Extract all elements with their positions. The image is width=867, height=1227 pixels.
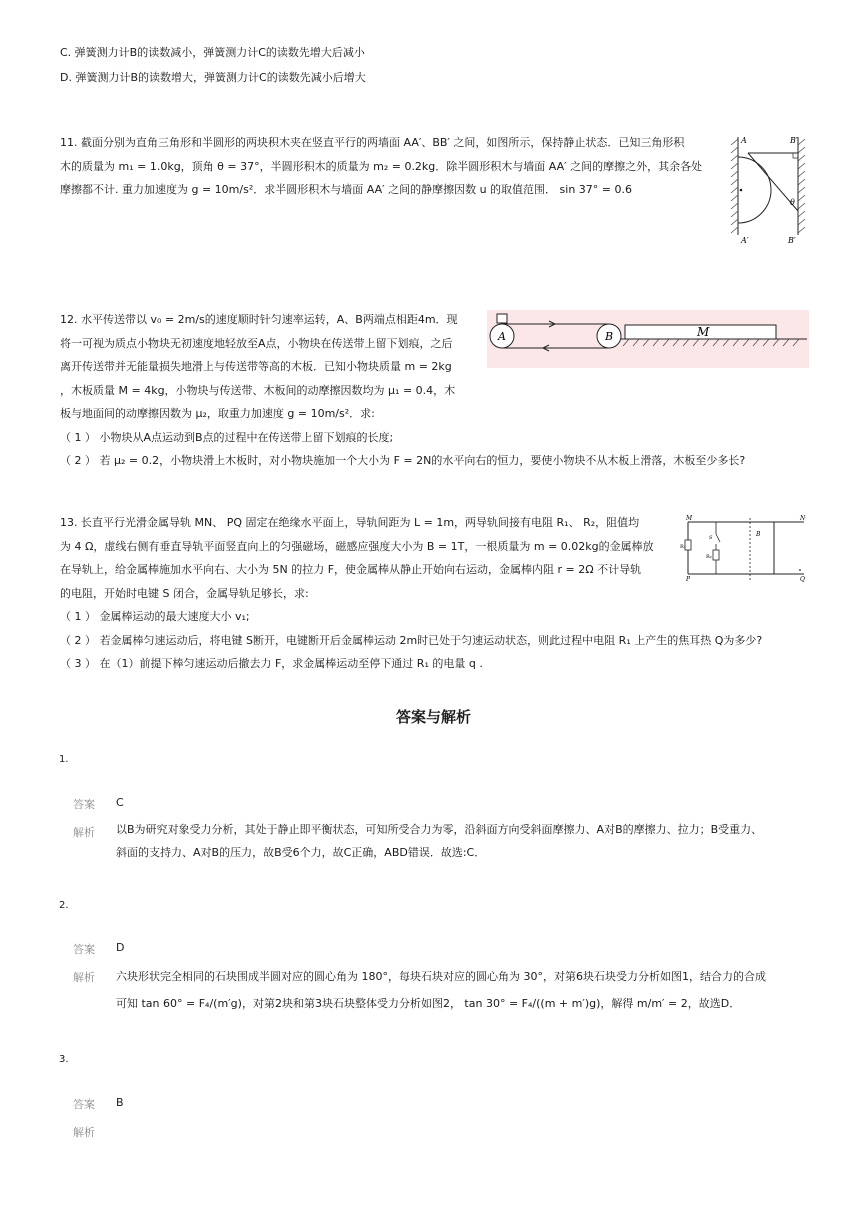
analysis-2-label: 解析 bbox=[73, 971, 95, 984]
question-13-line-5: （ 1 ） 金属棒运动的最大速度大小 v₁; bbox=[60, 610, 250, 623]
analysis-1-label: 解析 bbox=[73, 826, 95, 839]
question-12-line-5: 板与地面间的动摩擦因数为 μ₂，取重力加速度 g = 10m/s²．求: bbox=[60, 407, 375, 420]
answer-2-value: D bbox=[116, 941, 125, 954]
answer-1-number: 1. bbox=[59, 754, 69, 765]
answer-2-label: 答案 bbox=[73, 943, 95, 956]
analysis-1-line-2: 斜面的支持力、A对B的压力，故B受6个力，故C正确，ABD错误．故选:C． bbox=[116, 846, 486, 859]
label-b: B bbox=[756, 531, 761, 538]
answer-2-number: 2. bbox=[59, 900, 69, 911]
question-13 bbox=[60, 511, 762, 676]
label-theta: θ bbox=[790, 198, 795, 207]
label-r1: R₁ bbox=[680, 544, 686, 550]
question-11-figure bbox=[728, 131, 810, 249]
answers-title: 答案与解析 bbox=[395, 708, 471, 726]
analysis-2-line-1: 六块形状完全相同的石块围成半圆对应的圆心角为 180°，每块石块对应的圆心角为 30°，对第6块石块受力分析如图1，结合力的合成 bbox=[116, 970, 766, 983]
label-m: M bbox=[697, 325, 710, 339]
option-d: D. 弹簧测力计B的读数增大，弹簧测力计C的读数先减小后增大 bbox=[60, 71, 366, 84]
analysis-3-label: 解析 bbox=[73, 1126, 95, 1139]
label-a: A bbox=[741, 136, 747, 145]
question-11-line-1: 11. 截面分别为直角三角形和半圆形的两块积木夹在竖直平行的两墙面 AA′、BB′ 之间，如图所示，保持静止状态．已知三角形积 bbox=[60, 136, 685, 149]
analysis-1-line-1: 以B为研究对象受力分析，其处于静止即平衡状态，可知所受合力为零，沿斜面方向受斜面摩擦力、A对B的摩擦力、拉力；B受重力、 bbox=[116, 823, 763, 836]
question-13-line-2: 为 4 Ω，虚线右侧有垂直导轨平面竖直向上的匀强磁场，磁感应强度大小为 B = 1T，一根质量为 m = 0.02kg的金属棒放 bbox=[60, 539, 654, 553]
question-13-line-4: 的电阻，开始时电键 S 闭合，金属导轨足够长，求: bbox=[60, 586, 309, 600]
label-m: M bbox=[686, 515, 693, 522]
question-13-line-6: （ 2 ） 若金属棒匀速运动后，将电键 S断开，电键断开后金属棒运动 2m时已处于匀速运动状态，则此过程中电阻 R₁ 上产生的焦耳热 Q为多少? bbox=[60, 633, 763, 647]
analysis-2-text bbox=[116, 963, 766, 1017]
question-12-line-3: 离开传送带并无能量损失地滑上与传送带等高的木板．已知小物块质量 m = 2kg bbox=[60, 360, 452, 373]
answer-1-label: 答案 bbox=[73, 798, 95, 811]
question-11-line-3: 摩擦都不计. 重力加速度为 g = 10m/s²．求半圆形积木与墙面 AA′ 之间的静摩擦因数 u 的取值范围． sin 37° = 0.6 bbox=[60, 183, 633, 196]
question-13-line-1: 13. 长直平行光滑金属导轨 MN、 PQ 固定在绝缘水平面上，导轨间距为 L = 1m，两导轨间接有电阻 R₁、 R₂，阻值均 bbox=[60, 516, 640, 529]
label-q: Q bbox=[800, 576, 805, 583]
label-p: P bbox=[686, 576, 691, 583]
label-b: B bbox=[605, 330, 614, 343]
question-12-line-6: （ 1 ） 小物块从A点运动到B点的过程中在传送带上留下划痕的长度; bbox=[60, 430, 394, 444]
answer-3-label: 答案 bbox=[73, 1098, 95, 1111]
question-13-line-7: （ 3 ） 在（1）前提下棒匀速运动后撤去力 F，求金属棒运动至停下通过 R₁ 的电量 q . bbox=[60, 657, 483, 670]
question-12-line-4: ，木板质量 M = 4kg，小物块与传送带、木板间的动摩擦因数均为 μ₁ = 0.4，木 bbox=[60, 383, 456, 397]
label-r2: R₂ bbox=[706, 554, 712, 560]
answer-3-value: B bbox=[116, 1096, 124, 1109]
question-13-line-3: 在导轨上，给金属棒施加水平向右、大小为 5N 的拉力 F，使金属棒从静止开始向右运动，金属棒内阻 r = 2Ω 不计导轨 bbox=[60, 563, 642, 576]
label-s: S bbox=[709, 535, 713, 541]
label-b-prime: B′ bbox=[788, 236, 796, 245]
question-13-figure bbox=[680, 514, 810, 584]
analysis-1-text bbox=[116, 818, 762, 864]
label-a: A bbox=[498, 330, 506, 343]
question-12-figure bbox=[487, 310, 809, 368]
question-11-line-2: 木的质量为 m₁ = 1.0kg，顶角 θ = 37°，半圆形积木的质量为 m₂ = 0.2kg．除半圆形积木与墙面 AA′ 之间的摩擦之外，其余各处 bbox=[60, 159, 703, 173]
question-11 bbox=[60, 131, 702, 202]
answer-1-value: C bbox=[116, 796, 124, 809]
answer-3-number: 3. bbox=[59, 1054, 69, 1065]
question-12-line-1: 12. 水平传送带以 v₀ = 2m/s的速度顺时针匀速率运转，A、B两端点相距4m．现 bbox=[60, 313, 458, 326]
label-b: B′ bbox=[790, 136, 798, 145]
question-12-line-2: 将一可视为质点小物块无初速度地轻放至A点，小物块在传送带上留下划痕，之后 bbox=[60, 336, 453, 350]
question-12-line-7: （ 2 ） 若 μ₂ = 0.2，小物块滑上木板时，对小物块施加一个大小为 F = 2N的水平向右的恒力，要使小物块不从木板上滑落，木板至少多长? bbox=[60, 454, 746, 467]
label-a-prime: A′ bbox=[741, 236, 749, 245]
analysis-2-line-2: 可知 tan 60° = F₄/(m′g)，对第2块和第3块石块整体受力分析如图2， tan 30° = F₄/((m + m′)g)，解得 m/m′ = 2，故选D． bbox=[116, 997, 741, 1010]
option-c: C. 弹簧测力计B的读数减小，弹簧测力计C的读数先增大后减小 bbox=[60, 46, 365, 59]
label-n: N bbox=[800, 515, 806, 522]
